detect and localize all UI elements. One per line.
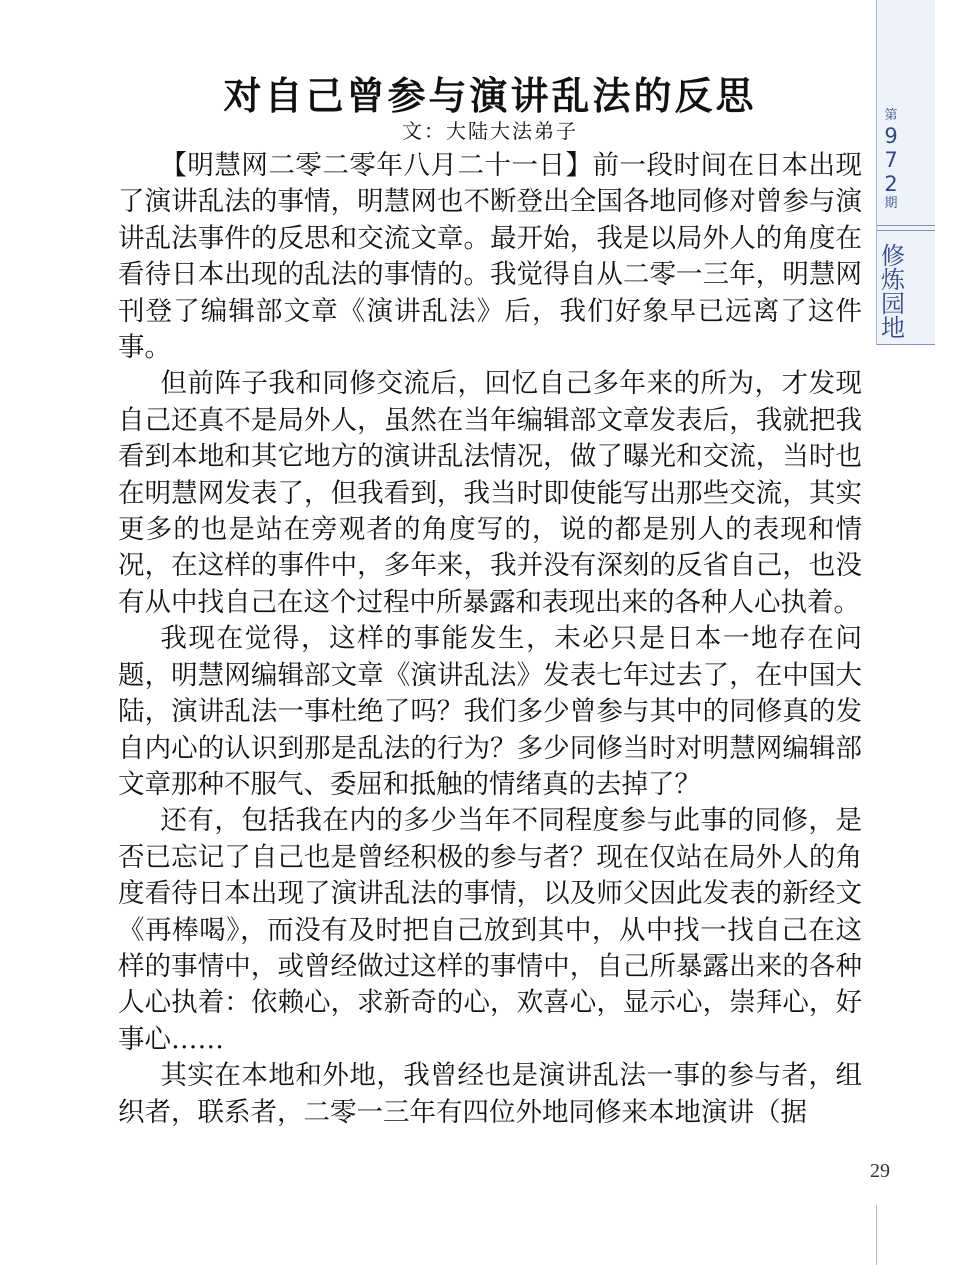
article-paragraph: 【明慧网二零二零年八月二十一日】前一段时间在日本出现了演讲乱法的事情，明慧网也不断登出全国各地同修对曾参与演讲乱法事件的反思和交流文章。最开始，我是以局外人的角度在看待日本出现的乱法的事情的。我觉得自从二零一三年，明慧网刊登了编辑部文章《演讲乱法》后，我们好象早已远离了这件事。 (118, 150, 862, 364)
sidebar-divider (877, 230, 935, 231)
article-paragraph: 其实在本地和外地，我曾经也是演讲乱法一事的参与者，组织者，联系者，二零一三年有四位外地同修来本地演讲（据 (118, 1060, 862, 1128)
issue-digit: 9 (884, 124, 898, 148)
page-edge-line (876, 1205, 877, 1265)
article-body (118, 148, 862, 1131)
issue-digit: 7 (884, 148, 898, 172)
article-paragraph: 我现在觉得，这样的事能发生，未必只是日本一地存在问题，明慧网编辑部文章《演讲乱法》发表七年过去了，在中国大陆，演讲乱法一事杜绝了吗？我们多少曾参与其中的同修真的发自内心的认识到那是乱法的行为？多少同修当时对明慧网编辑部文章那种不服气、委屈和抵触的情绪真的去掉了？ (118, 623, 862, 800)
issue-digit: 2 (884, 172, 898, 196)
issue-suffix: 期 (884, 196, 898, 211)
issue-prefix: 第 (884, 108, 898, 123)
article-byline: 文：大陆大法弟子 (402, 119, 578, 143)
column-name (881, 244, 905, 340)
issue-number (877, 108, 905, 212)
sidebar-divider (877, 225, 935, 226)
section-sidebar (876, 0, 935, 345)
article-title: 对自己曾参与演讲乱法的反思 (223, 73, 757, 118)
column-name-char: 炼 (881, 266, 905, 294)
page-number: 29 (870, 1160, 890, 1182)
column-name-char: 园 (881, 290, 905, 318)
sidebar-divider (877, 344, 935, 345)
article-paragraph: 但前阵子我和同修交流后，回忆自己多年来的所为，才发现自己还真不是局外人，虽然在当年编辑部文章发表后，我就把我看到本地和其它地方的演讲乱法情况，做了曝光和交流，当时也在明慧网发表了，但我看到，我当时即使能写出那些交流，其实更多的也是站在旁观者的角度写的，说的都是别人的表现和情况，在这样的事件中，多年来，我并没有深刻的反省自己，也没有从中找自己在这个过程中所暴露和表现出来的各种人心执着。 (118, 368, 862, 618)
article-paragraph: 还有，包括我在内的多少当年不同程度参与此事的同修，是否已忘记了自己也是曾经积极的参与者？现在仅站在局外人的角度看待日本出现了演讲乱法的事情，以及师父因此发表的新经文《再棒喝》，而没有及时把自己放到其中，从中找一找自己在这样的事情中，或曾经做过这样的事情中，自己所暴露出来的各种人心执着：依赖心，求新奇的心，欢喜心，显示心，崇拜心，好事心…… (118, 805, 862, 1055)
column-name-char: 修 (881, 242, 905, 270)
column-name-char: 地 (881, 314, 905, 342)
